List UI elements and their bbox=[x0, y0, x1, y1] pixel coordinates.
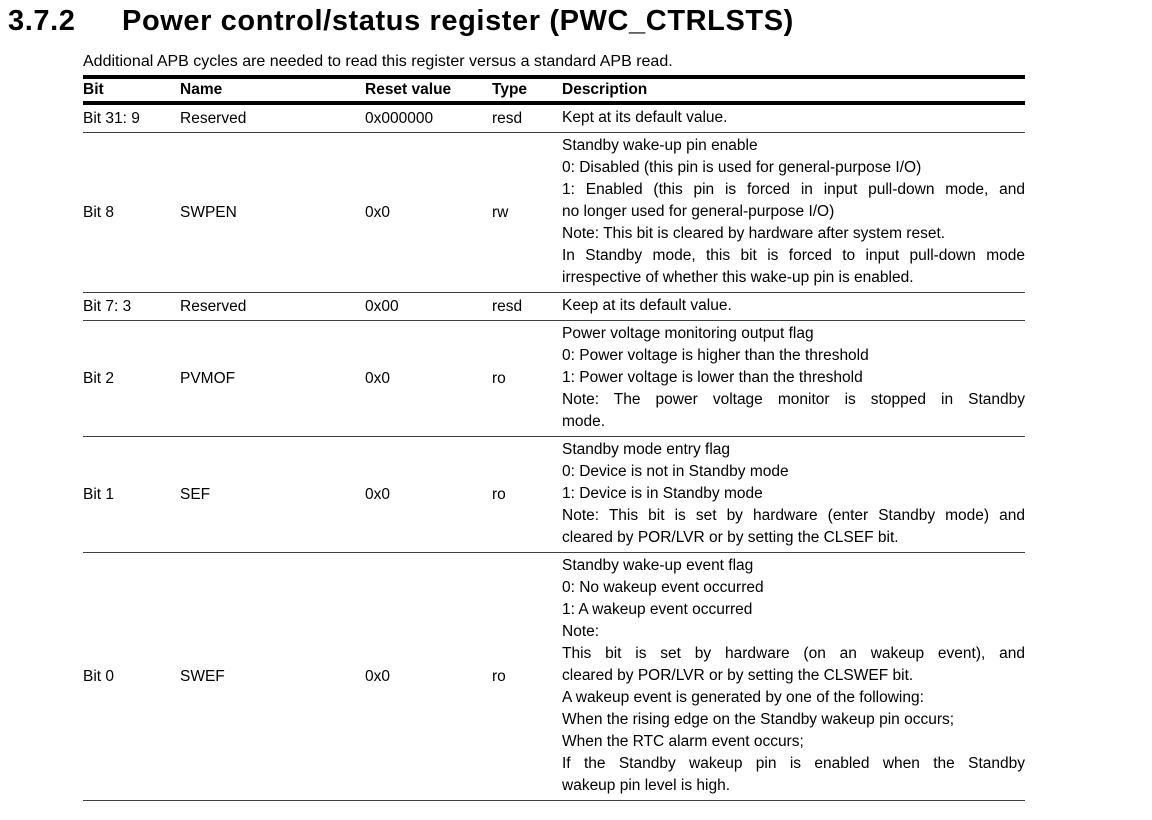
section-heading bbox=[8, 5, 1152, 38]
description-line: Standby mode entry flag bbox=[562, 441, 731, 458]
table-row bbox=[83, 105, 1025, 133]
description-line: 1: A wakeup event occurred bbox=[562, 601, 753, 618]
name-cell: SWPEN bbox=[180, 203, 237, 221]
description-line: Note: bbox=[562, 623, 600, 640]
reset-value-cell: 0x000000 bbox=[365, 109, 434, 127]
name-cell: SEF bbox=[180, 485, 211, 503]
description-line: When the rising edge on the Standby wakeup pin occurs; bbox=[562, 711, 955, 728]
description-line: This bit is set by hardware (on an wakeup event), and bbox=[562, 645, 1025, 662]
description-cell bbox=[562, 105, 1025, 132]
type-cell: ro bbox=[492, 369, 506, 387]
table-row bbox=[83, 133, 1025, 293]
intro-note: Additional APB cycles are needed to read this register versus a standard APB read. bbox=[83, 53, 673, 70]
description-line: A wakeup event is generated by one of the following: bbox=[562, 689, 924, 706]
table-row bbox=[83, 321, 1025, 437]
reset-value-cell: 0x0 bbox=[365, 203, 390, 221]
register-table-body bbox=[83, 105, 1025, 801]
reset-value-cell: 0x0 bbox=[365, 369, 390, 387]
column-header-bit: Bit bbox=[83, 81, 104, 98]
name-cell: Reserved bbox=[180, 297, 247, 315]
description-line: 1: Power voltage is lower than the threshold bbox=[562, 369, 863, 386]
reset-value-cell: 0x0 bbox=[365, 485, 390, 503]
table-header-row bbox=[83, 75, 1025, 105]
bit-cell: Bit 2 bbox=[83, 369, 115, 387]
description-line: In Standby mode, this bit is forced to input pull-down mode bbox=[562, 247, 1025, 264]
type-cell: ro bbox=[492, 485, 506, 503]
description-line: Standby wake-up pin enable bbox=[562, 137, 758, 154]
type-cell: rw bbox=[492, 203, 509, 221]
description-line: cleared by POR/LVR or by setting the CLSWEF bit. bbox=[562, 667, 914, 684]
description-line: 0: No wakeup event occurred bbox=[562, 579, 764, 596]
description-line: 0: Device is not in Standby mode bbox=[562, 463, 789, 480]
description-line: Note: This bit is set by hardware (enter Standby mode) and bbox=[562, 507, 1025, 524]
description-line: 0: Disabled (this pin is used for general-purpose I/O) bbox=[562, 159, 922, 176]
table-row bbox=[83, 293, 1025, 321]
description-line: 0: Power voltage is higher than the threshold bbox=[562, 347, 869, 364]
type-cell: ro bbox=[492, 667, 506, 685]
register-table bbox=[83, 75, 1025, 801]
reset-value-cell: 0x0 bbox=[365, 667, 390, 685]
description-cell bbox=[562, 321, 1025, 436]
bit-cell: Bit 0 bbox=[83, 667, 115, 685]
description-line: Kept at its default value. bbox=[562, 109, 728, 126]
description-cell bbox=[562, 293, 1025, 320]
type-cell: resd bbox=[492, 109, 523, 127]
bit-cell: Bit 31: 9 bbox=[83, 109, 140, 127]
bit-cell: Bit 8 bbox=[83, 203, 115, 221]
description-cell bbox=[562, 437, 1025, 552]
section-number: 3.7.2 bbox=[8, 5, 76, 37]
description-line: 1: Device is in Standby mode bbox=[562, 485, 763, 502]
description-line: 1: Enabled (this pin is forced in input pull-down mode, and bbox=[562, 181, 1025, 198]
description-line: mode. bbox=[562, 413, 606, 430]
bit-cell: Bit 1 bbox=[83, 485, 115, 503]
column-header-reset-value: Reset value bbox=[365, 81, 452, 98]
description-line: Keep at its default value. bbox=[562, 297, 732, 314]
description-line: If the Standby wakeup pin is enabled when the Standby bbox=[562, 755, 1025, 772]
description-cell bbox=[562, 133, 1025, 292]
description-line: Standby wake-up event flag bbox=[562, 557, 754, 574]
table-row bbox=[83, 553, 1025, 801]
bit-cell: Bit 7: 3 bbox=[83, 297, 132, 315]
description-line: Note: The power voltage monitor is stopped in Standby bbox=[562, 391, 1025, 408]
column-header-name: Name bbox=[180, 81, 223, 98]
name-cell: PVMOF bbox=[180, 369, 236, 387]
column-header-type: Type bbox=[492, 81, 528, 98]
type-cell: resd bbox=[492, 297, 523, 315]
column-header-description: Description bbox=[562, 81, 648, 98]
description-line: When the RTC alarm event occurs; bbox=[562, 733, 804, 750]
name-cell: Reserved bbox=[180, 109, 247, 127]
description-line: wakeup pin level is high. bbox=[562, 777, 731, 794]
description-line: Note: This bit is cleared by hardware after system reset. bbox=[562, 225, 946, 242]
description-line: cleared by POR/LVR or by setting the CLSEF bit. bbox=[562, 529, 899, 546]
name-cell: SWEF bbox=[180, 667, 225, 685]
page-title: Power control/status register (PWC_CTRLSTS) bbox=[122, 5, 794, 37]
description-cell bbox=[562, 553, 1025, 800]
reset-value-cell: 0x00 bbox=[365, 297, 399, 315]
description-line: no longer used for general-purpose I/O) bbox=[562, 203, 835, 220]
description-line: Power voltage monitoring output flag bbox=[562, 325, 814, 342]
description-line: irrespective of whether this wake-up pin is enabled. bbox=[562, 269, 914, 286]
table-row bbox=[83, 437, 1025, 553]
